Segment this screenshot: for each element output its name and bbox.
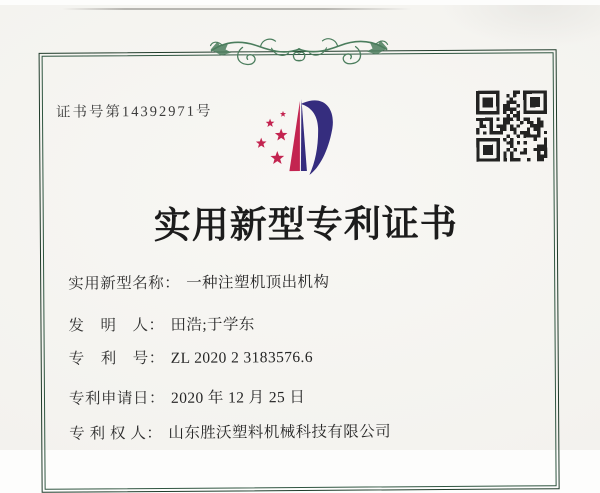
qr-code-icon [476,90,547,161]
field-row-filing-date [69,385,305,409]
field-label: 实用新型名称： [68,274,181,293]
field-label: 专利申请日： [68,389,166,408]
field-row-patent-number [69,345,313,369]
field-value: 一种注塑机顶出机构 [186,273,330,292]
certificate-paper [0,5,600,450]
certificate-sheet [0,3,600,452]
cnipa-patent-logo-icon [239,89,380,180]
field-row-utility-model-name [68,270,329,294]
dragon-ornament-right-icon [297,31,389,72]
field-value: 山东胜沃塑料机械科技有限公司 [168,423,392,442]
dragon-ornament-left-icon [208,32,300,73]
field-row-patentee [69,419,391,443]
certificate-number: 证书号第14392971号 [55,103,213,121]
field-value: 田浩;于学东 [170,316,255,334]
field-label: 专 利 权 人： [69,424,163,443]
field-value: 2020 年 12 月 25 日 [170,388,306,407]
field-label: 专 利 号： [68,349,165,368]
certificate-title: 实用新型专利证书 [153,203,458,248]
field-value: ZL 2020 2 3183576.6 [170,348,314,367]
field-row-inventor [68,312,254,335]
field-label: 发 明 人： [68,316,165,335]
